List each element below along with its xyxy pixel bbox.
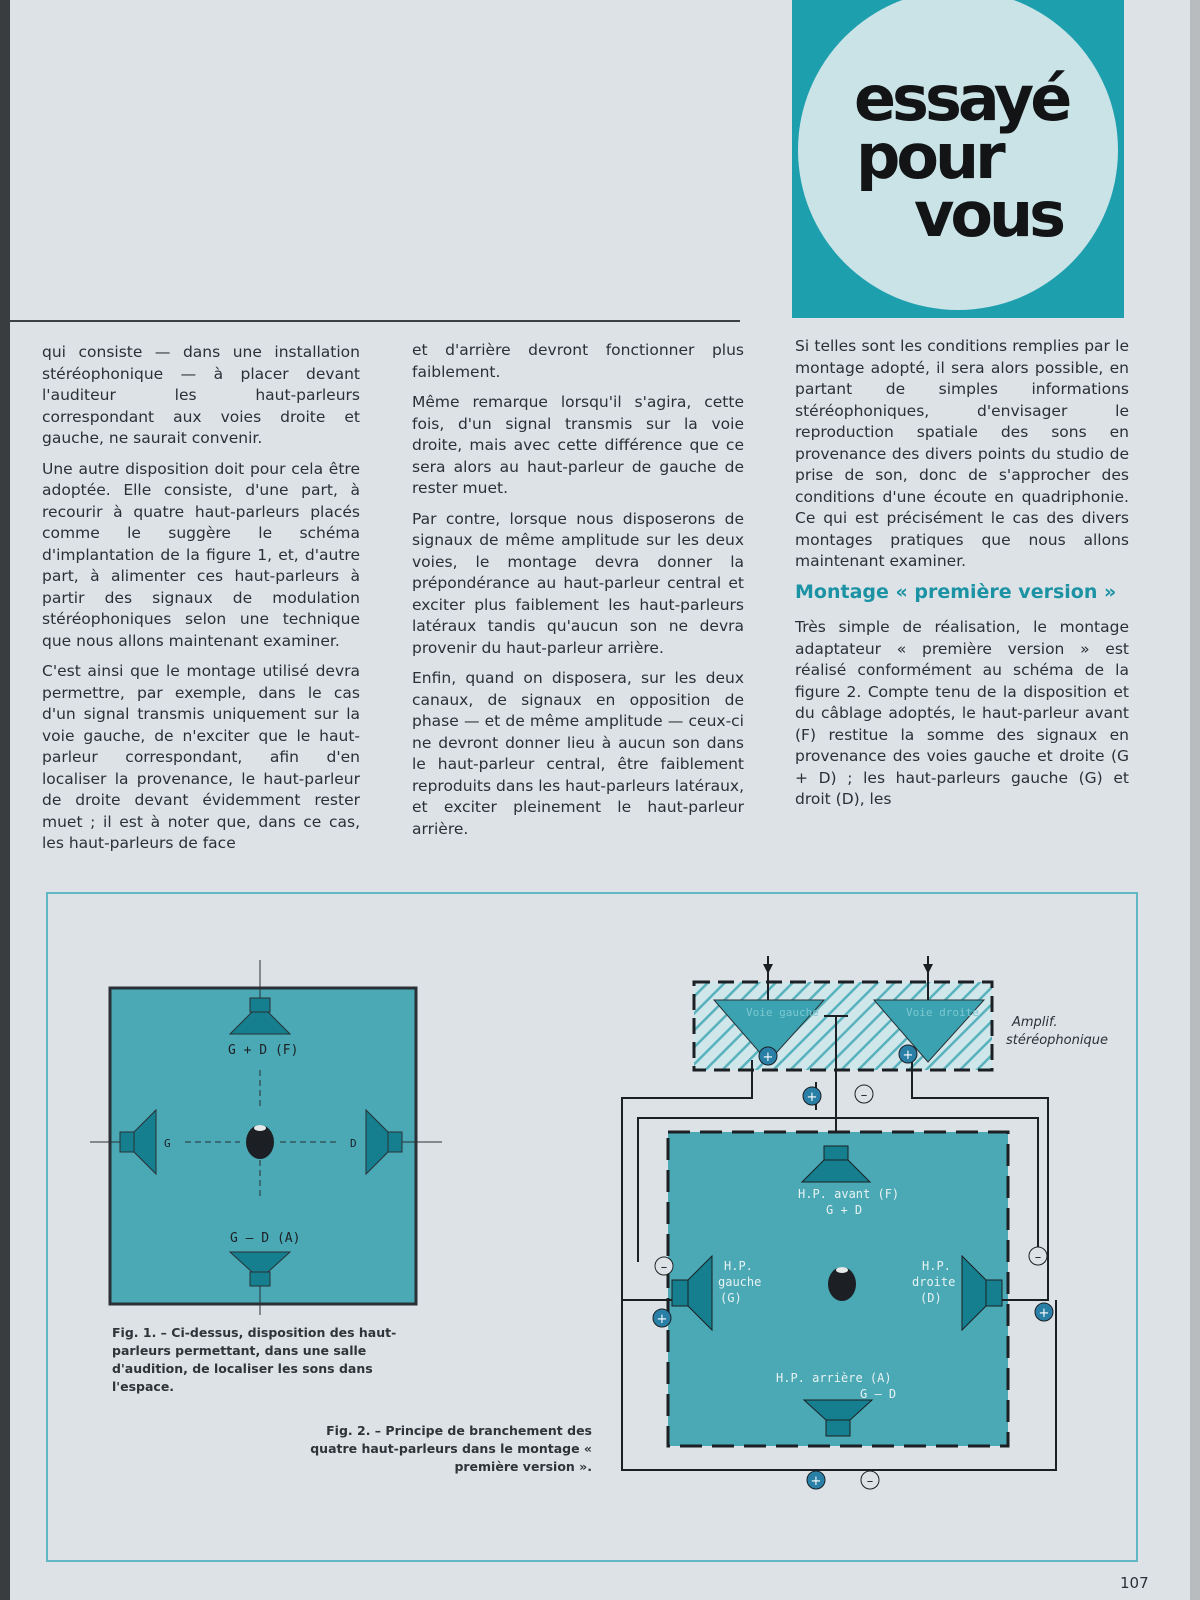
col1-paragraph-2: Une autre disposition doit pour cela être adoptée. Elle consiste, d'une part, à recourir à quatre haut-parleurs placés comme le suggère le schéma d'implantation de la figure 1, et, d'autre part, à alimenter ces haut-parleurs à partir des signaux de modulation stéréophoniques selon une technique que nous allons maintenant examiner.	[42, 459, 360, 650]
fig1-left-label: G	[164, 1137, 171, 1150]
fig2-sign-plus: +	[810, 1474, 822, 1489]
fig2-right-label-2: droite	[912, 1275, 956, 1289]
page-binding-edge	[0, 0, 10, 1600]
fig2-rear-label-2: G – D	[860, 1387, 897, 1401]
fig2-input-right-arrow	[923, 964, 933, 974]
header-rule	[10, 320, 740, 322]
fig2-caption: Fig. 2. – Principe de branchement des quatre haut-parleurs dans le montage « première version ».	[310, 1423, 592, 1474]
fig2-terminal-rear-plus-icon	[807, 1471, 825, 1489]
col1-paragraph-3: C'est ainsi que le montage utilisé devra permettre, par exemple, dans le cas d'un signal transmis uniquement sur la voie gauche, de n'exciter que le haut-parleur correspondant, afin d'en localiser la provenance, le haut-parleur de droite devant évidemment rester muet ; il est à noter que, dans ce cas, les haut-parleurs de face	[42, 662, 360, 852]
col1-paragraph-1: qui consiste — dans une installation stéréophonique — à placer devant l'auditeur les haut-parleurs correspondant aux voies droite et gauche, ne saurait convenir.	[42, 343, 360, 447]
figure-2-diagram	[620, 950, 1130, 1490]
fig2-terminal-right-minus-icon	[1029, 1247, 1047, 1265]
fig2-amp-label-1: Amplif.	[1012, 1015, 1058, 1030]
fig1-caption: Fig. 1. – Ci-dessus, disposition des haut-parleurs permettant, dans une salle d'audition, de localiser les sons dans l'espace.	[112, 1325, 397, 1394]
column-1	[42, 342, 360, 864]
section-badge	[792, 0, 1124, 318]
fig1-listener-icon	[246, 1125, 274, 1159]
col3-paragraph-2: Très simple de réalisation, le montage adaptateur « première version » est réalisé conformément au schéma de la figure 2. Compte tenu de la disposition et du câblage adoptés, le haut-parleur avant (F) restitue la somme des signaux en provenance des voies gauche et droite (G + D) ; les haut-parleurs gauche (G) et droit (D), les	[795, 618, 1129, 808]
fig2-sign-minus: –	[866, 1474, 874, 1489]
figure-1-diagram	[90, 960, 450, 1320]
fig2-terminal-rear-minus-icon	[861, 1471, 879, 1489]
fig2-rear-label-1: H.P. arrière (A)	[776, 1371, 892, 1385]
badge-word-1: essayé	[854, 62, 1069, 135]
fig1-right-label: D	[350, 1137, 357, 1150]
column-2	[412, 340, 744, 849]
fig2-sign-plus: +	[1038, 1306, 1050, 1321]
fig2-sign-plus: +	[762, 1050, 774, 1065]
fig2-amp-right-label: Voie droite	[906, 1006, 979, 1019]
fig1-front-label: G + D (F)	[228, 1043, 299, 1058]
fig2-right-label-1: H.P.	[922, 1259, 951, 1273]
fig2-sign-plus: +	[656, 1312, 668, 1327]
fig2-terminal-top-minus-icon	[855, 1085, 873, 1103]
fig2-left-label-3: (G)	[720, 1291, 742, 1305]
fig2-terminal-amp-left-plus-icon	[759, 1047, 777, 1065]
fig2-input-left-arrow	[763, 964, 773, 974]
section-heading: Montage « première version »	[795, 580, 1117, 603]
fig1-rear-label: G – D (A)	[230, 1231, 301, 1246]
column-3	[795, 336, 1129, 820]
badge-word-3: vous	[914, 178, 1063, 251]
fig2-listener-icon	[828, 1267, 856, 1301]
fig2-front-label-2: G + D	[826, 1203, 863, 1217]
fig2-sign-minus: –	[660, 1260, 668, 1275]
fig2-terminal-top-plus-icon	[803, 1087, 821, 1105]
col2-paragraph-4: Enfin, quand on disposera, sur les deux canaux, de signaux en opposition de phase — et de même amplitude — ceux-ci ne devront donner lieu à aucun son dans le haut-parleur central, être faiblement reproduits dans les haut-parleurs latéraux, et exciter pleinement le haut-parleur arrière.	[412, 669, 744, 838]
fig2-amp-label-2: stéréophonique	[1006, 1033, 1108, 1048]
col2-paragraph-2: Même remarque lorsqu'il s'agira, cette fois, d'un signal transmis sur la voie droite, mais avec cette différence que ce sera alors au haut-parleur de gauche de rester muet.	[412, 393, 744, 497]
fig2-terminal-left-plus-icon	[653, 1309, 671, 1327]
col3-paragraph-1: Si telles sont les conditions remplies par le montage adopté, il sera alors possible, en partant de simples informations stéréophoniques, d'envisager le reproduction spatiale des sons en provenance des divers points du studio de prise de son, donc de s'approcher des conditions d'une écoute en quadriphonie. Ce qui est précisément le cas des divers montages pratiques que nous allons maintenant examiner.	[795, 337, 1129, 570]
fig2-sign-minus: –	[1034, 1250, 1042, 1265]
badge-word-2: pour	[856, 120, 1002, 193]
fig2-sign-minus: –	[860, 1088, 868, 1103]
page-right-edge	[1190, 0, 1200, 1600]
col2-paragraph-1: et d'arrière devront fonctionner plus faiblement.	[412, 341, 744, 381]
page-number: 107	[1120, 1574, 1149, 1592]
fig2-terminal-left-minus-icon	[655, 1257, 673, 1275]
fig2-amp-left-label: Voie gauche	[746, 1006, 819, 1019]
fig2-front-label-1: H.P. avant (F)	[798, 1187, 900, 1201]
fig2-left-label-1: H.P.	[724, 1259, 753, 1273]
fig2-sign-plus: +	[902, 1048, 914, 1063]
fig2-right-label-3: (D)	[920, 1291, 942, 1305]
fig2-left-label-2: gauche	[718, 1275, 762, 1289]
col2-paragraph-3: Par contre, lorsque nous disposerons de signaux de même amplitude sur les deux voies, le montage devra donner la prépondérance au haut-parleur central et exciter plus faiblement les haut-parleurs latéraux tandis qu'aucun son ne devra provenir du haut-parleur arrière.	[412, 509, 744, 657]
fig2-terminal-amp-right-plus-icon	[899, 1045, 917, 1063]
fig2-terminal-right-plus-icon	[1035, 1303, 1053, 1321]
fig2-sign-plus: +	[806, 1090, 818, 1105]
